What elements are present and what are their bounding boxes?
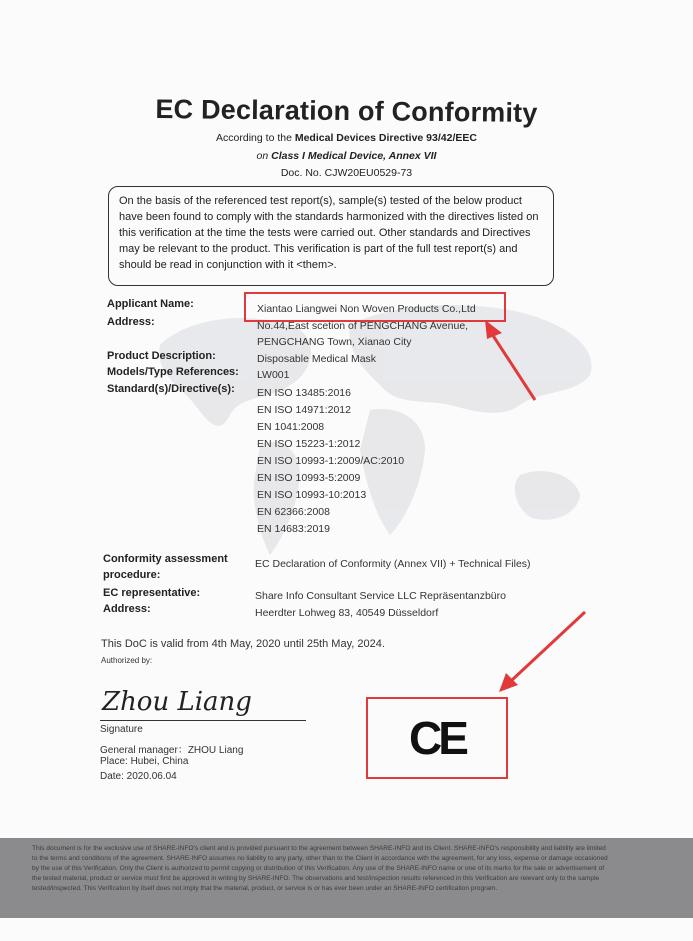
signature-label: Signature [100,724,143,735]
date: Date: 2020.06.04 [100,771,177,782]
disclaimer-text: This document is for the exclusive use of SHARE-INFO's client and is provided pursuant to the agreement between SHARE-INFO and its Client. SHARE-INFO's responsibility and liability are limited to the terms and conditions of the agreement. SHARE-INFO assumes no liability to any party, other than to the Client in accordance with the agreement, for any loss, expense or damage occasioned by the use of this Verification. Only the Client is authorized to permit copying or distribution of this Verification. Any use of the SHARE-INFO name or one of its marks for the sale or advertisement of the tested material, product or service must first be approved in writing by SHARE-INFO. The observations and test/inspection results referenced in this Verification are relevant only to the sample tested/inspected. This Verification by itself does not imply that the material, product, or service is or has ever been under an SHARE-INFO certification program. [32,845,608,892]
address-line1: No.44,East scetion of PENGCHANG Avenue, [257,320,469,332]
product-label: Product Description: [107,350,216,362]
product-value: Disposable Medical Mask [257,353,377,365]
disclaimer-footer [0,838,693,918]
standard-item: EN ISO 13485:2016 [257,387,351,399]
svg-text:Zhou Liang: Zhou Liang [102,687,252,717]
intro-text: On the basis of the referenced test report(s), sample(s) tested of the below product have been found to comply with the standards harmonized with the directives listed on this verification at the time the tests were carried out. Other standards and Directives may be relevant to the product. This verification is part of the full test report(s) and should be read in conjunction with it <them>. [119,195,539,271]
standard-item: EN ISO 15223-1:2012 [257,438,361,450]
document-title: EC Declaration of Conformity [155,93,538,128]
standard-item: EN 62366:2008 [257,506,330,518]
ec-rep-address-value: Heerdter Lohweg 83, 40549 Düsseldorf [255,607,439,619]
intro-statement-box [108,186,554,286]
signature-line [100,720,306,721]
ce-mark-highlight-box [366,697,508,779]
standard-item: EN ISO 14971:2012 [257,404,351,416]
ec-rep-address-label: Address: [103,603,151,615]
applicant-highlight-box [244,292,506,322]
ec-rep-label: EC representative: [103,587,201,599]
directive-line: According to the Medical Devices Directive 93/42/EEC [216,132,477,144]
standard-item: EN 14683:2019 [257,523,330,535]
place: Place: Hubei, China [100,756,189,767]
device-class-line: on Class I Medical Device, Annex VII [256,150,437,162]
general-manager: General manager：ZHOU Liang [100,745,244,756]
standards-label: Standard(s)/Directive(s): [107,383,235,395]
ec-rep-value: Share Info Consultant Service LLC Repräsentanzbüro [255,590,506,602]
address-label: Address: [107,316,155,328]
authorized-by: Authorized by: [101,656,153,665]
standard-item: EN ISO 10993-10:2013 [257,489,367,501]
standard-item: EN ISO 10993-5:2009 [257,472,361,484]
conformity-label-2: procedure: [103,569,161,581]
document-number: Doc. No. CJW20EU0529-73 [280,167,413,179]
handwritten-signature [100,674,252,720]
conformity-label: Conformity assessment [103,553,228,565]
conformity-value: EC Declaration of Conformity (Annex VII) + Technical Files) [255,558,531,570]
standard-item: EN 1041:2008 [257,421,325,433]
models-label: Models/Type References: [107,366,239,378]
applicant-label: Applicant Name: [107,298,194,310]
ce-mark: CE [409,712,465,764]
models-value: LW001 [257,369,290,381]
applicant-value: Xiantao Liangwei Non Woven Products Co.,Ltd [257,303,476,315]
address-line2: PENGCHANG Town, Xianao City [257,336,412,348]
validity-statement: This DoC is valid from 4th May, 2020 until 25th May, 2024. [101,638,385,650]
arrow-to-ce-mark [499,612,585,692]
standard-item: EN ISO 10993-1:2009/AC:2010 [257,455,405,467]
